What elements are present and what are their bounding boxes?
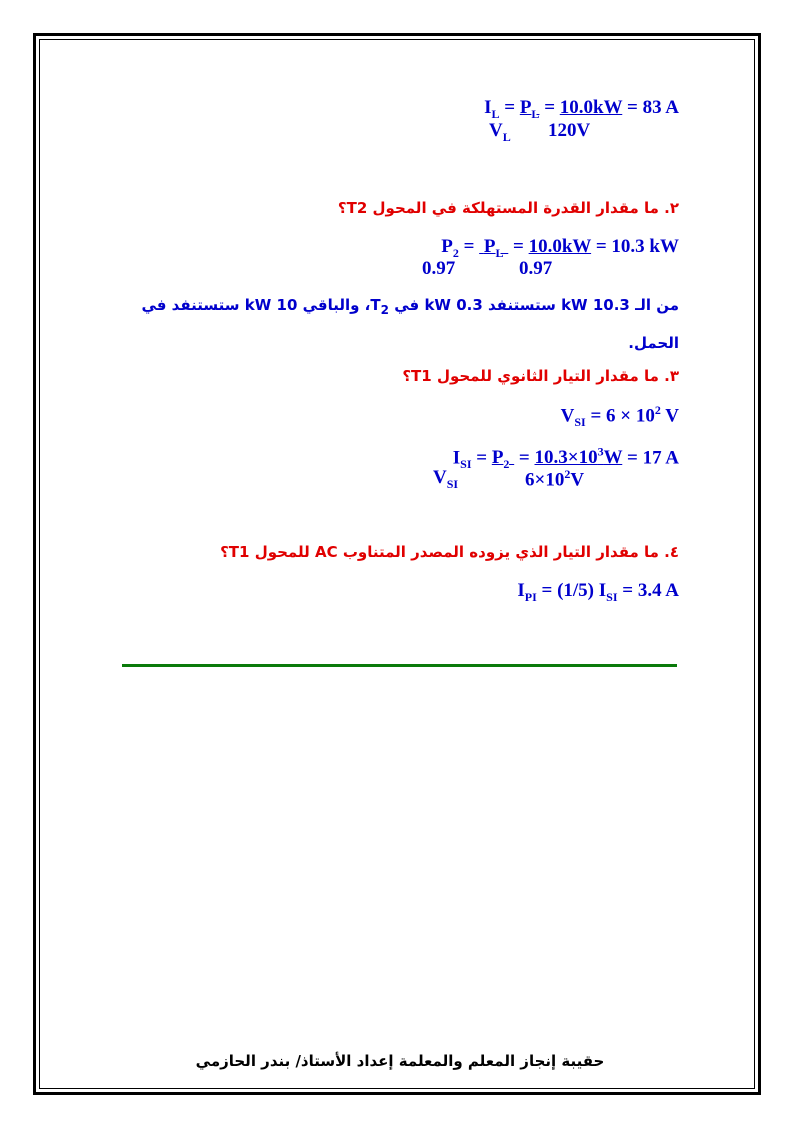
question-4: ٤. ما مقدار التيار الذي يزوده المصدر المتناوب AC للمحول T1؟ [220, 543, 679, 561]
secondary-current-equation: $I_{SI} = P_2 = 10.3\times 10^3W = 17$ A [452, 445, 679, 472]
power-t2-denominator-2: 0.97 [519, 258, 553, 279]
primary-current-equation: $I_{PI} = (1/5) I_{SI} = 3.4$ A [517, 580, 679, 604]
explanation-line-1: من الـ 10.3 kW ستستنفد 0.3 kW في $T_2،$ والباقي 10 kW ستستنفد في [141, 296, 679, 317]
section-divider [122, 664, 677, 667]
current-load-equation: $I_L = P_L = 10.0kW = 83$ A [484, 97, 679, 121]
question-3: ٣. ما مقدار التيار الثانوي للمحول T1؟ [402, 367, 679, 385]
question-2: ٢. ما مقدار القدرة المستهلكة في المحول T2؟ [337, 199, 679, 217]
current-load-denominator-1: $V_L$ [489, 120, 511, 144]
page-border-inner [39, 39, 755, 1089]
power-t2-equation: $P_2 = P_L = 10.0kW = 10.3$ kW [441, 236, 679, 260]
secondary-current-denominator-1: $V_{SI}$ [433, 467, 459, 491]
explanation-line-2: الحمل. [628, 334, 679, 352]
secondary-current-denominator-2: $6\times 10^2V$ [525, 467, 585, 491]
secondary-voltage-equation: $V_{SI} = 6 \times 10^2$ V [560, 403, 679, 430]
power-t2-denominator-1: 0.97 [422, 258, 456, 279]
page-footer: حقيبة إنجاز المعلم والمعلمة إعداد الأستاذ/ بندر الحازمي [195, 1052, 605, 1070]
current-load-denominator-2: 120V [548, 120, 591, 141]
